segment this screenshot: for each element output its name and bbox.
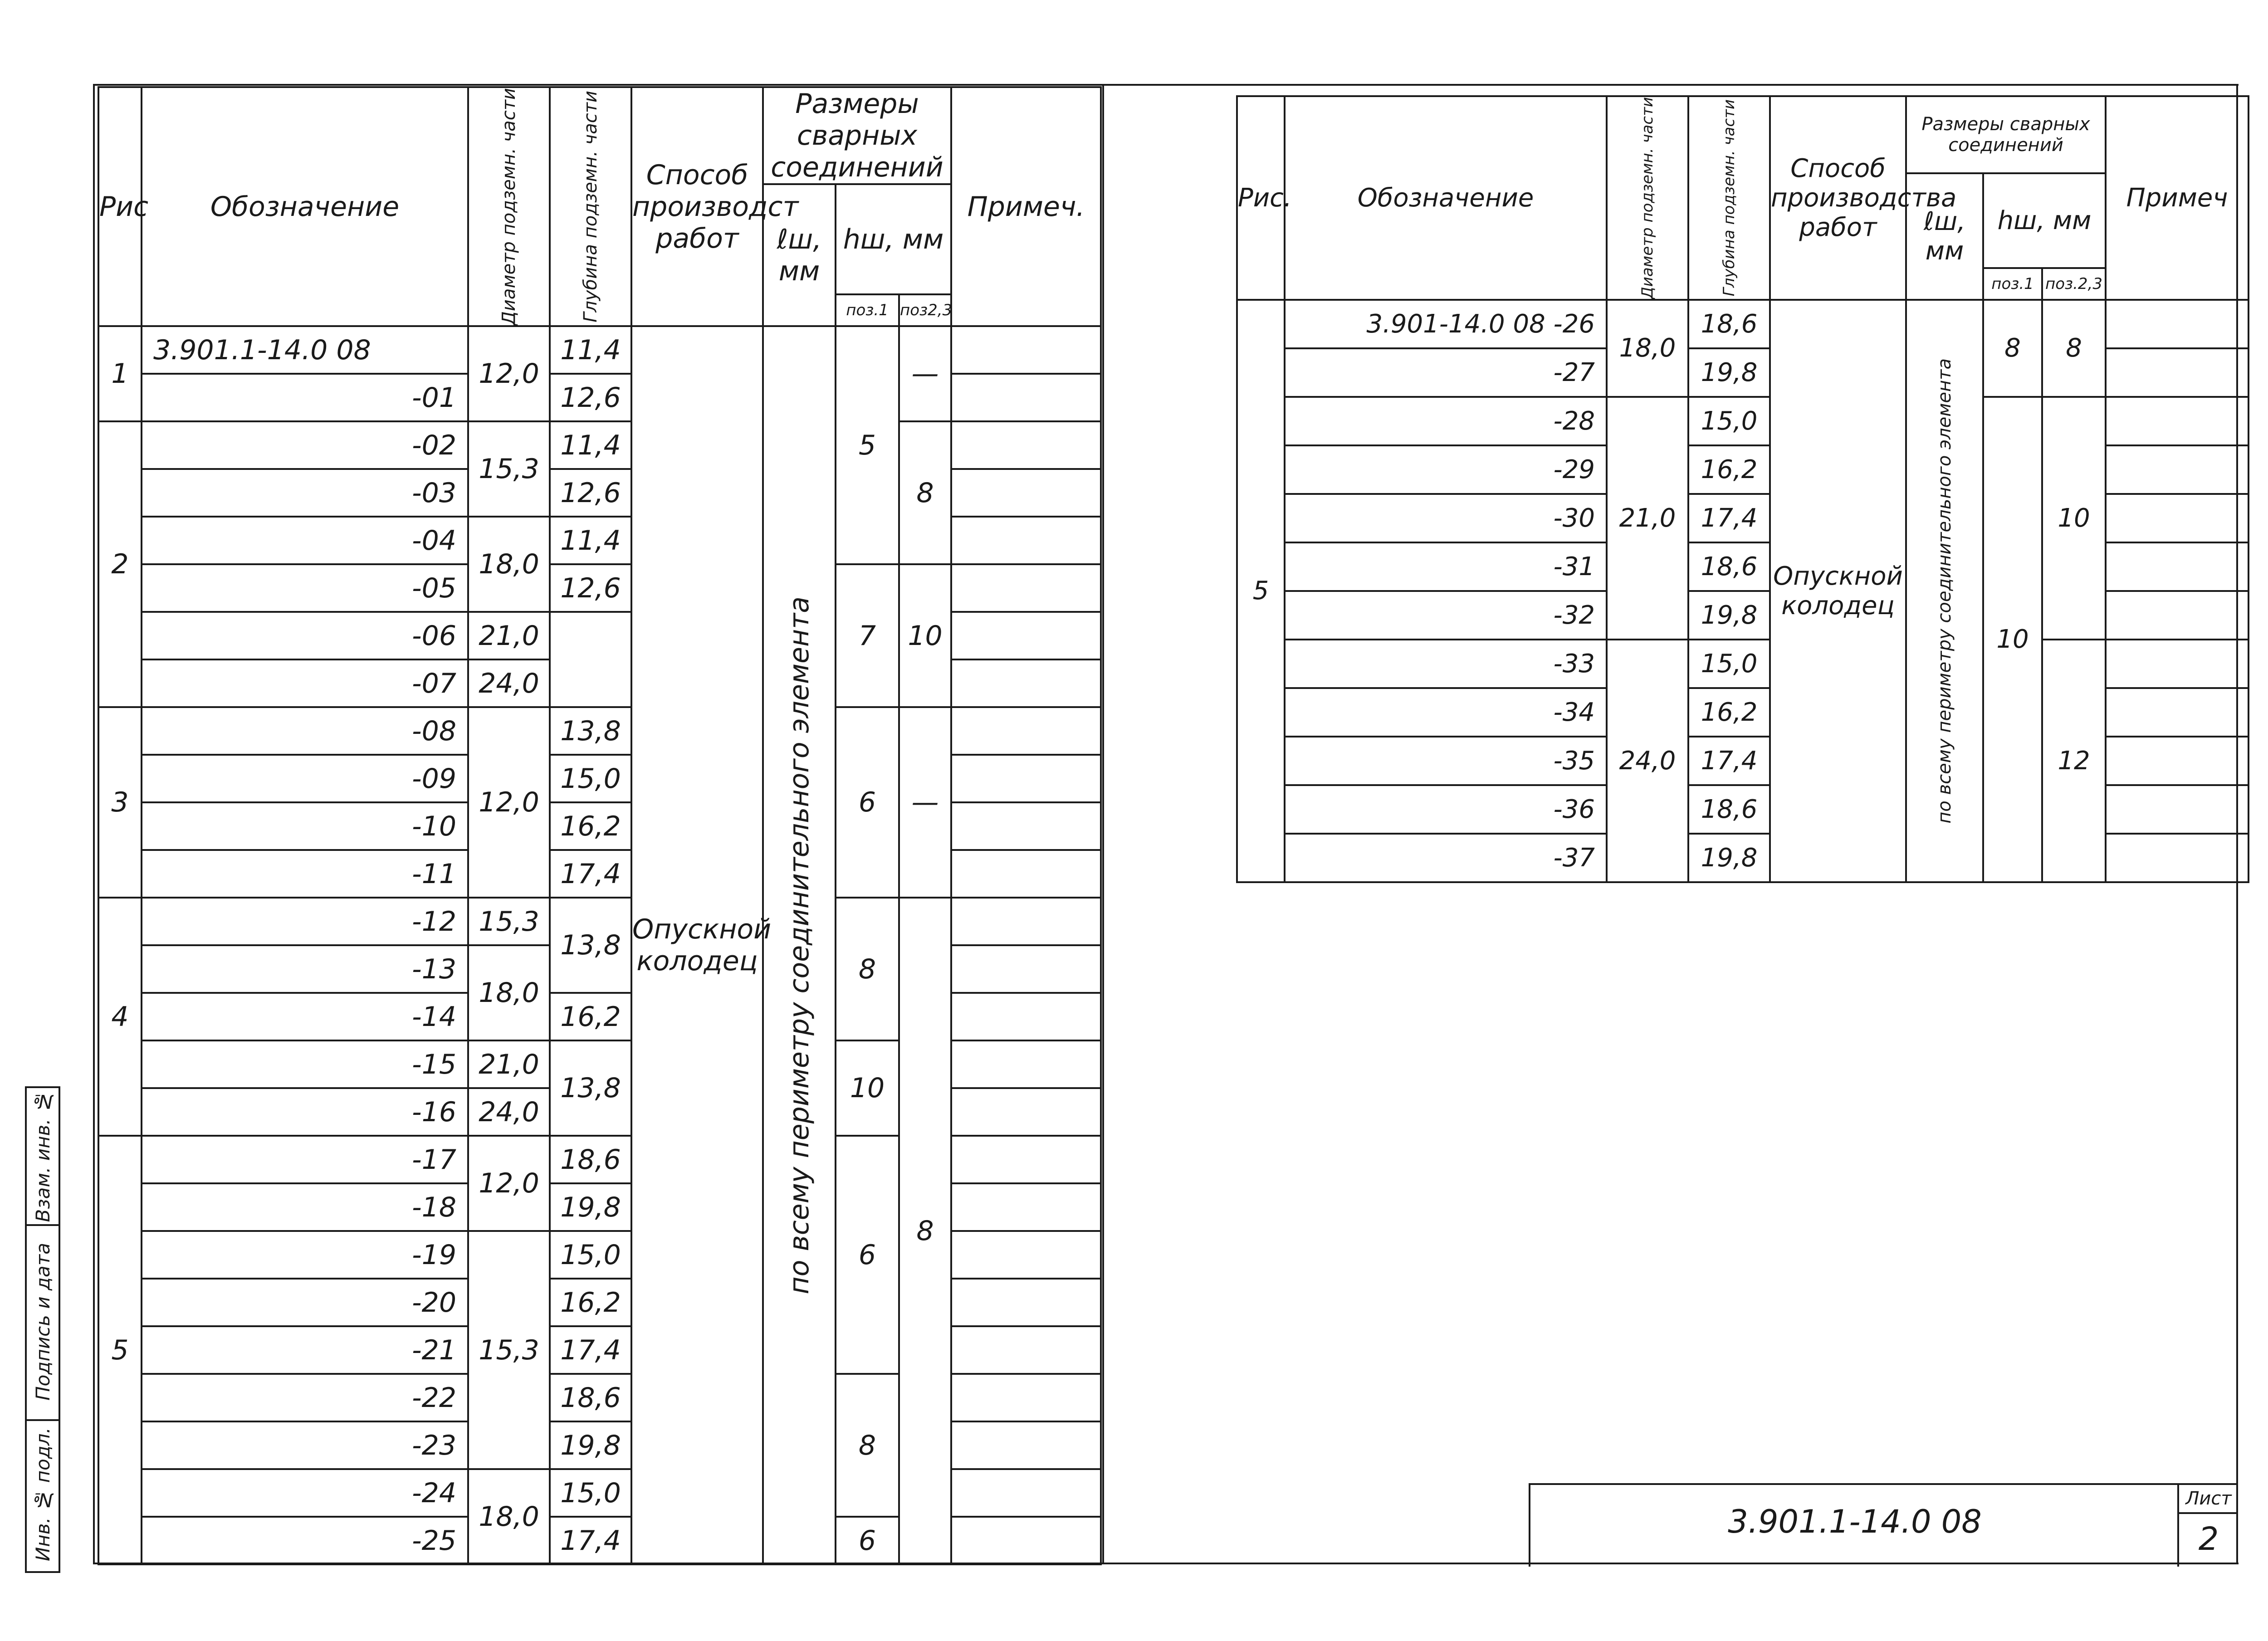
header-glubina: Глубина подземн. части (550, 87, 631, 326)
cell-note (951, 1183, 1101, 1231)
cell-weld-length (763, 326, 836, 1564)
cell-designation: 3.901-14.0 08 -26 (1285, 300, 1607, 348)
cell-note (951, 1136, 1101, 1183)
cell-note (951, 421, 1101, 469)
cell-diameter: 21,0 (468, 612, 550, 659)
cell-designation: -02 (142, 421, 468, 469)
header-primech: Примеч. (951, 87, 1101, 326)
cell-depth: 11,4 (550, 421, 631, 469)
cell-poz23: — (899, 707, 951, 898)
cell-poz23: 10 (899, 564, 951, 707)
cell-designation: -29 (1285, 445, 1607, 494)
cell-poz23: — (899, 326, 951, 421)
cell-depth: 15,0 (1688, 397, 1770, 445)
r-header-sposob: Способ производства работ (1770, 96, 1906, 300)
cell-poz23: 8 (899, 421, 951, 564)
cell-designation: 3.901.1-14.0 08 (142, 326, 468, 374)
r-header-lsh: ℓш, мм (1906, 173, 1983, 300)
cell-note (2106, 494, 2248, 542)
table-row (98, 898, 1101, 945)
cell-depth (550, 612, 631, 707)
cell-poz23: 8 (899, 898, 951, 1564)
cell-depth: 17,4 (1688, 494, 1770, 542)
cell-designation: -25 (142, 1517, 468, 1564)
cell-note (951, 850, 1101, 898)
cell-designation: -27 (1285, 348, 1607, 397)
cell-depth: 15,0 (550, 755, 631, 802)
cell-designation: -28 (1285, 397, 1607, 445)
cell-depth: 19,8 (550, 1183, 631, 1231)
cell-depth: 17,4 (550, 1517, 631, 1564)
cell-depth: 12,6 (550, 564, 631, 612)
side-stamp-cell: Подпись и дата (27, 1224, 59, 1421)
cell-ris: 5 (98, 1136, 142, 1564)
cell-note (951, 1374, 1101, 1421)
r-header-glubina: Глубина подземн. части (1688, 96, 1770, 300)
header-diametr: Диаметр подземн. части (468, 87, 550, 326)
cell-designation: -04 (142, 517, 468, 564)
cell-designation: -23 (142, 1421, 468, 1469)
cell-poz1: 7 (836, 564, 899, 707)
cell-depth: 18,6 (1688, 785, 1770, 834)
table-row (1237, 397, 2248, 445)
cell-depth: 18,6 (550, 1136, 631, 1183)
cell-designation: -10 (142, 802, 468, 850)
cell-poz1: 6 (836, 1136, 899, 1374)
side-stamp-cell: Инв. № подл. (31, 1427, 54, 1562)
cell-note (2106, 785, 2248, 834)
cell-method: Опускной колодец (631, 326, 763, 1564)
cell-poz1: 8 (836, 898, 899, 1040)
cell-designation: -35 (1285, 737, 1607, 785)
header-poz1: поз.1 (836, 294, 899, 326)
cell-depth: 11,4 (550, 326, 631, 374)
cell-designation: -05 (142, 564, 468, 612)
cell-note (951, 802, 1101, 850)
cell-designation: -12 (142, 898, 468, 945)
cell-depth: 13,8 (550, 1040, 631, 1136)
cell-ris: 2 (98, 421, 142, 707)
cell-designation: -32 (1285, 591, 1607, 640)
cell-depth: 15,0 (1688, 640, 1770, 688)
cell-poz23: 10 (2042, 397, 2106, 640)
cell-designation: -17 (142, 1136, 468, 1183)
cell-note (951, 1517, 1101, 1564)
cell-diameter: 24,0 (1607, 640, 1688, 882)
r-header-hsh: hш, мм (1983, 173, 2106, 268)
side-stamp-cell: Взам. инв. № (27, 1088, 59, 1226)
cell-note (951, 993, 1101, 1040)
table-row (1237, 640, 2248, 688)
cell-diameter: 18,0 (1607, 300, 1688, 397)
title-block (1529, 1483, 2238, 1567)
cell-designation: -33 (1285, 640, 1607, 688)
cell-depth: 11,4 (550, 517, 631, 564)
cell-depth: 16,2 (550, 802, 631, 850)
cell-note (951, 1469, 1101, 1517)
cell-poz23: 12 (2042, 640, 2106, 882)
r-header-oboznachenie: Обозначение (1285, 96, 1607, 300)
cell-depth: 13,8 (550, 898, 631, 993)
r-header-diametr: Диаметр подземн. части (1607, 96, 1688, 300)
cell-diameter: 24,0 (468, 659, 550, 707)
cell-diameter: 15,3 (468, 421, 550, 517)
cell-designation: -15 (142, 1040, 468, 1088)
cell-designation: -03 (142, 469, 468, 517)
cell-note (951, 374, 1101, 421)
cell-note (2106, 591, 2248, 640)
cell-note (951, 755, 1101, 802)
cell-note (951, 1088, 1101, 1136)
table-row (1237, 300, 2248, 348)
cell-poz1: 6 (836, 1517, 899, 1564)
document-code: 3.901.1-14.0 08 (1728, 1503, 1982, 1540)
side-stamp (25, 1086, 60, 1573)
cell-depth: 18,6 (1688, 542, 1770, 591)
cell-diameter: 21,0 (468, 1040, 550, 1088)
table-row (98, 564, 1101, 612)
cell-diameter: 12,0 (468, 707, 550, 898)
cell-depth: 15,0 (550, 1469, 631, 1517)
cell-poz1: 8 (836, 1374, 899, 1517)
cell-depth: 19,8 (1688, 591, 1770, 640)
frame-top-line (93, 84, 2239, 86)
cell-note (951, 659, 1101, 707)
sheet-number: 2 (2198, 1520, 2219, 1558)
cell-designation: -21 (142, 1326, 468, 1374)
weld-length-text: по всему периметру соединительного элемента (783, 596, 815, 1294)
cell-ris: 1 (98, 326, 142, 421)
frame-left-line (93, 84, 95, 1563)
r-header-poz23: поз.2,3 (2042, 268, 2106, 300)
table-row (98, 707, 1101, 755)
cell-depth: 16,2 (550, 993, 631, 1040)
cell-note (2106, 348, 2248, 397)
sheet-box (2177, 1485, 2238, 1567)
cell-diameter: 18,0 (468, 517, 550, 612)
cell-depth: 17,4 (550, 1326, 631, 1374)
cell-diameter: 15,3 (468, 1231, 550, 1469)
frame-middle-line (1102, 84, 1104, 1563)
cell-depth: 16,2 (550, 1279, 631, 1326)
cell-depth: 12,6 (550, 469, 631, 517)
cell-note (951, 1421, 1101, 1469)
cell-note (951, 707, 1101, 755)
table-row (98, 326, 1101, 374)
cell-note (2106, 542, 2248, 591)
cell-depth: 16,2 (1688, 688, 1770, 737)
cell-note (951, 1326, 1101, 1374)
cell-designation: -07 (142, 659, 468, 707)
cell-note (951, 1231, 1101, 1279)
header-oboznachenie: Обозначение (142, 87, 468, 326)
cell-depth: 16,2 (1688, 445, 1770, 494)
cell-note (951, 612, 1101, 659)
cell-note (951, 564, 1101, 612)
left-spec-table (98, 86, 1102, 1565)
cell-note (2106, 300, 2248, 348)
right-spec-table (1236, 95, 2249, 883)
cell-diameter: 18,0 (468, 1469, 550, 1564)
cell-diameter: 12,0 (468, 1136, 550, 1231)
cell-note (2106, 834, 2248, 882)
r-header-primech: Примеч (2106, 96, 2248, 300)
cell-depth: 19,8 (550, 1421, 631, 1469)
header-sposob: Способ производст работ (631, 87, 763, 326)
cell-poz1: 8 (1983, 300, 2042, 397)
cell-diameter: 15,3 (468, 898, 550, 945)
cell-designation: -09 (142, 755, 468, 802)
cell-diameter: 24,0 (468, 1088, 550, 1136)
cell-depth: 19,8 (1688, 834, 1770, 882)
cell-depth: 18,6 (550, 1374, 631, 1421)
cell-designation: -37 (1285, 834, 1607, 882)
cell-depth: 15,0 (550, 1231, 631, 1279)
cell-note (2106, 640, 2248, 688)
cell-note (2106, 397, 2248, 445)
r-header-ris: Рис. (1237, 96, 1285, 300)
cell-designation: -36 (1285, 785, 1607, 834)
r-header-razmery: Размеры сварных соединений (1906, 96, 2106, 173)
cell-designation: -13 (142, 945, 468, 993)
cell-depth: 17,4 (550, 850, 631, 898)
cell-designation: -06 (142, 612, 468, 659)
cell-method: Опускной колодец (1770, 300, 1906, 882)
weld-length-text: по всему периметру соединительного элемента (1934, 358, 1955, 824)
header-razmery: Размеры сварных соединений (763, 87, 951, 184)
cell-designation: -08 (142, 707, 468, 755)
cell-designation: -11 (142, 850, 468, 898)
cell-depth: 18,6 (1688, 300, 1770, 348)
cell-designation: -18 (142, 1183, 468, 1231)
cell-note (951, 326, 1101, 374)
cell-weld-length (1906, 300, 1983, 882)
cell-designation: -22 (142, 1374, 468, 1421)
cell-note (951, 898, 1101, 945)
cell-depth: 13,8 (550, 707, 631, 755)
cell-note (951, 469, 1101, 517)
cell-designation: -19 (142, 1231, 468, 1279)
cell-diameter: 21,0 (1607, 397, 1688, 640)
cell-ris: 3 (98, 707, 142, 898)
cell-note (951, 1040, 1101, 1088)
cell-poz1: 10 (836, 1040, 899, 1136)
cell-poz23: 8 (2042, 300, 2106, 397)
cell-poz1: 5 (836, 326, 899, 564)
cell-designation: -31 (1285, 542, 1607, 591)
cell-designation: -24 (142, 1469, 468, 1517)
cell-designation: -20 (142, 1279, 468, 1326)
cell-designation: -34 (1285, 688, 1607, 737)
cell-note (951, 517, 1101, 564)
sheet-label: Лист (2179, 1485, 2238, 1514)
cell-poz1: 6 (836, 707, 899, 898)
cell-designation: -14 (142, 993, 468, 1040)
cell-designation: -01 (142, 374, 468, 421)
r-header-poz1: поз.1 (1983, 268, 2042, 300)
cell-depth: 12,6 (550, 374, 631, 421)
cell-poz1: 10 (1983, 397, 2042, 882)
header-lsh: ℓш, мм (763, 184, 836, 326)
cell-depth: 17,4 (1688, 737, 1770, 785)
cell-depth: 19,8 (1688, 348, 1770, 397)
cell-designation: -30 (1285, 494, 1607, 542)
header-poz23: поз2,3 (899, 294, 951, 326)
cell-ris: 4 (98, 898, 142, 1136)
cell-note (951, 945, 1101, 993)
cell-ris: 5 (1237, 300, 1285, 882)
header-hsh: hш, мм (836, 184, 951, 294)
cell-note (2106, 688, 2248, 737)
cell-note (2106, 445, 2248, 494)
header-ris: Рис (98, 87, 142, 326)
cell-designation: -16 (142, 1088, 468, 1136)
cell-diameter: 18,0 (468, 945, 550, 1040)
table-row (98, 421, 1101, 469)
cell-diameter: 12,0 (468, 326, 550, 421)
cell-note (951, 1279, 1101, 1326)
cell-note (2106, 737, 2248, 785)
